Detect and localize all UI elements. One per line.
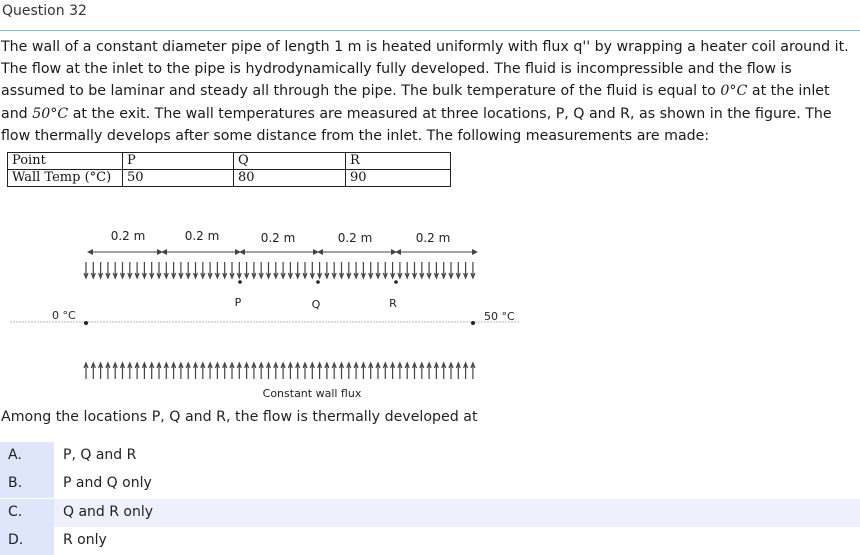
option-letter: A. xyxy=(0,442,54,470)
flux-arrow xyxy=(252,262,256,278)
flux-arrow xyxy=(288,363,292,379)
flux-arrow xyxy=(201,262,205,278)
flux-arrow xyxy=(325,363,329,379)
flux-arrow xyxy=(237,262,241,278)
flux-arrow xyxy=(434,363,438,379)
flux-arrow xyxy=(288,262,292,278)
flux-arrow xyxy=(383,262,387,278)
flux-arrow xyxy=(179,262,183,278)
top-heat-flux-arrows xyxy=(84,262,475,278)
point-label-Q: Q xyxy=(311,298,321,311)
flux-arrow xyxy=(223,262,227,278)
table-cell: 90 xyxy=(346,170,451,187)
point-label-R: R xyxy=(389,297,397,310)
flux-arrow xyxy=(303,262,307,278)
flux-arrow xyxy=(354,363,358,379)
flux-arrow xyxy=(369,262,373,278)
exit-point xyxy=(471,321,475,325)
flux-arrow xyxy=(91,363,95,379)
flux-arrow xyxy=(456,262,460,278)
segment-label: 0.2 m xyxy=(184,229,220,243)
inlet-point xyxy=(84,321,88,325)
flux-arrow xyxy=(157,363,161,379)
table-cell: Point xyxy=(8,153,123,170)
flux-arrow xyxy=(113,363,117,379)
flux-arrow xyxy=(186,262,190,278)
flux-arrow xyxy=(113,262,117,278)
flux-arrow xyxy=(267,363,271,379)
flux-arrow xyxy=(91,262,95,278)
flux-arrow xyxy=(383,363,387,379)
option-letter: D. xyxy=(0,527,54,555)
flux-arrow xyxy=(84,363,88,379)
option-text: R only xyxy=(63,532,107,548)
flux-arrow xyxy=(420,262,424,278)
flux-arrow xyxy=(135,363,139,379)
option-text: Q and R only xyxy=(63,504,154,520)
flux-arrow xyxy=(354,262,358,278)
flux-arrow xyxy=(274,363,278,379)
flux-arrow xyxy=(142,363,146,379)
option-text: P, Q and R xyxy=(63,447,137,463)
flux-arrow xyxy=(449,363,453,379)
flux-arrow xyxy=(194,363,198,379)
flux-arrow xyxy=(471,363,475,379)
flux-arrow xyxy=(296,363,300,379)
flux-arrow xyxy=(230,262,234,278)
flux-arrow xyxy=(405,363,409,379)
flux-arrow xyxy=(237,363,241,379)
flux-arrow xyxy=(376,262,380,278)
exit-temperature: 50°C xyxy=(32,105,69,122)
flux-arrow xyxy=(405,262,409,278)
flux-arrow xyxy=(135,262,139,278)
flux-arrow xyxy=(361,363,365,379)
question-title: Question 32 xyxy=(2,3,87,19)
flux-arrow xyxy=(259,262,263,278)
flux-arrow xyxy=(157,262,161,278)
flux-arrow xyxy=(215,363,219,379)
flux-arrow xyxy=(179,363,183,379)
flux-arrow xyxy=(464,363,468,379)
flux-arrow xyxy=(201,363,205,379)
pipe-diagram xyxy=(0,220,560,410)
option-letter: C. xyxy=(0,499,54,527)
table-cell: R xyxy=(346,153,451,170)
option-letter: B. xyxy=(0,470,54,498)
flux-arrow xyxy=(369,363,373,379)
flux-arrow xyxy=(332,262,336,278)
flux-arrow xyxy=(442,262,446,278)
segment-label: 0.2 m xyxy=(110,229,146,243)
flux-arrow xyxy=(464,262,468,278)
flux-arrow xyxy=(164,262,168,278)
flux-arrow xyxy=(245,262,249,278)
flux-arrow xyxy=(427,262,431,278)
flux-arrow xyxy=(128,262,132,278)
flux-arrow xyxy=(376,363,380,379)
flux-arrow xyxy=(252,363,256,379)
flux-arrow xyxy=(310,262,314,278)
flux-arrow xyxy=(172,363,176,379)
segment-label: 0.2 m xyxy=(415,231,451,245)
segment-label: 0.2 m xyxy=(337,231,373,245)
flux-arrow xyxy=(325,262,329,278)
flux-arrow xyxy=(347,262,351,278)
flux-arrow xyxy=(150,262,154,278)
flux-arrow xyxy=(194,262,198,278)
flux-arrow xyxy=(215,262,219,278)
flux-arrow xyxy=(99,262,103,278)
flux-arrow xyxy=(413,262,417,278)
marker-P xyxy=(238,280,242,284)
table-header-row xyxy=(8,153,451,170)
flux-arrow xyxy=(361,262,365,278)
question-header xyxy=(0,0,860,31)
flux-arrow xyxy=(150,363,154,379)
option-c[interactable] xyxy=(0,499,860,527)
flux-arrow xyxy=(340,262,344,278)
flux-arrow xyxy=(267,262,271,278)
flux-arrow xyxy=(427,363,431,379)
table-cell: 50 xyxy=(123,170,234,187)
flux-arrow xyxy=(274,262,278,278)
flux-arrow xyxy=(456,363,460,379)
flux-arrow xyxy=(296,262,300,278)
marker-R xyxy=(394,280,398,284)
option-a[interactable] xyxy=(0,442,860,470)
flux-arrow xyxy=(318,262,322,278)
marker-Q xyxy=(316,280,320,284)
flux-arrow xyxy=(449,262,453,278)
segment-label: 0.2 m xyxy=(260,231,296,245)
flux-arrow xyxy=(208,262,212,278)
flux-arrow xyxy=(471,262,475,278)
bottom-heat-flux-arrows xyxy=(84,363,475,379)
flux-arrow xyxy=(442,363,446,379)
flux-arrow xyxy=(303,363,307,379)
flux-arrow xyxy=(391,363,395,379)
flux-arrow xyxy=(142,262,146,278)
flux-arrow xyxy=(121,262,125,278)
flux-arrow xyxy=(208,363,212,379)
flux-arrow xyxy=(310,363,314,379)
flux-arrow xyxy=(99,363,103,379)
flux-arrow xyxy=(318,363,322,379)
flux-arrow xyxy=(245,363,249,379)
flux-arrow xyxy=(259,363,263,379)
flux-arrow xyxy=(332,363,336,379)
flux-arrow xyxy=(398,262,402,278)
flux-arrow xyxy=(84,262,88,278)
flux-arrow xyxy=(172,262,176,278)
table-cell: P xyxy=(123,153,234,170)
flux-arrow xyxy=(434,262,438,278)
flux-arrow xyxy=(223,363,227,379)
flux-arrow xyxy=(230,363,234,379)
inlet-temperature: 0°C xyxy=(720,83,748,100)
figure-caption: Constant wall flux xyxy=(262,387,362,400)
option-d[interactable] xyxy=(0,527,860,555)
flux-arrow xyxy=(281,363,285,379)
flux-arrow xyxy=(281,262,285,278)
flux-arrow xyxy=(106,262,110,278)
table-cell: 80 xyxy=(234,170,346,187)
flux-arrow xyxy=(413,363,417,379)
flux-arrow xyxy=(186,363,190,379)
option-text: P and Q only xyxy=(63,475,152,491)
flux-arrow xyxy=(128,363,132,379)
inlet-temp-label: 0 °C xyxy=(52,309,76,322)
flux-arrow xyxy=(347,363,351,379)
flux-arrow xyxy=(398,363,402,379)
exit-temp-label: 50 °C xyxy=(484,310,515,323)
flux-arrow xyxy=(121,363,125,379)
flux-arrow xyxy=(340,363,344,379)
flux-arrow xyxy=(106,363,110,379)
flux-arrow xyxy=(420,363,424,379)
question-prompt: Among the locations P, Q and R, the flow is thermally developed at xyxy=(1,409,478,425)
option-b[interactable] xyxy=(0,470,860,498)
table-cell: Q xyxy=(234,153,346,170)
question-stem: The wall of a constant diameter pipe of length 1 m is heated uniformly with flux q'' by wrapping a heater coil around it. The flow at the inlet to the pipe is hydrodynamically fully developed. The fluid is incompressible and the flow is assumed to be laminar and steady all through the pipe. The bulk temperature of the fluid is equal to 0°C at the inlet and 50°C at the exit. The wall temperatures are measured at three locations, P, Q and R, as shown in the figure. The flow thermally develops after some distance from the inlet. The following measurements are made: xyxy=(1,39,849,144)
table-cell: Wall Temp (°C) xyxy=(8,170,123,187)
table-row xyxy=(8,170,451,187)
flux-arrow xyxy=(391,262,395,278)
measurement-table xyxy=(7,152,451,187)
point-label-P: P xyxy=(234,296,242,309)
flux-arrow xyxy=(164,363,168,379)
